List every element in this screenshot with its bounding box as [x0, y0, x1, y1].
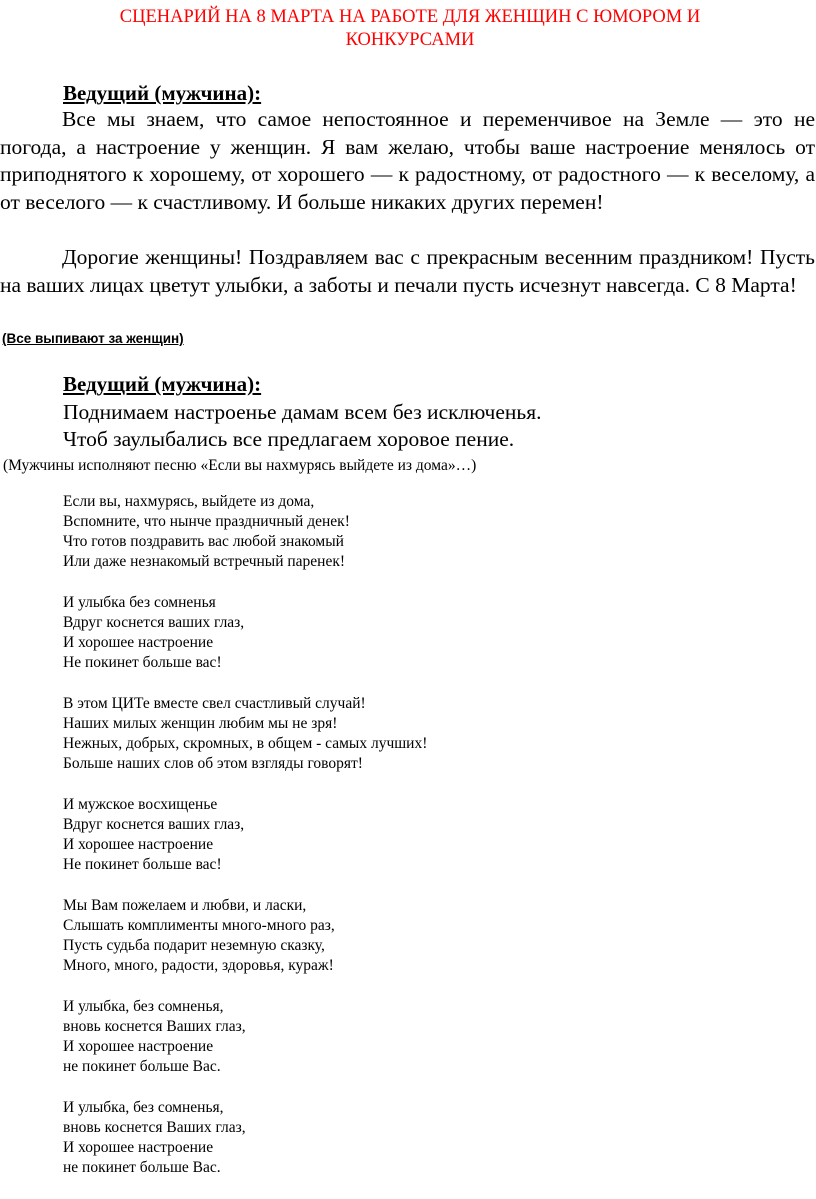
- song-line: Пусть судьба подарит неземную сказку,: [63, 937, 325, 954]
- song-line: не покинет больше Вас.: [63, 1058, 221, 1075]
- song-line: Много, много, радости, здоровья, кураж!: [63, 957, 334, 974]
- song-line: И улыбка без сомненья: [63, 594, 216, 611]
- song-line: Слышать комплименты много-много раз,: [63, 917, 335, 934]
- song-line: не покинет больше Вас.: [63, 1159, 221, 1176]
- song-line: Если вы, нахмурясь, выйдете из дома,: [63, 493, 315, 510]
- song-line: В этом ЦИТе вместе свел счастливый случай!: [63, 695, 366, 712]
- paragraph-congrats-text: Дорогие женщины! Поздравляем вас с прекрасным весенним праздником! Пусть на ваших лицах цветут улыбки, а заботы и печали пусть исчезнут навсегда. С 8 Марта!: [0, 245, 815, 297]
- paragraph-greeting: [0, 106, 816, 216]
- song-line: Нежных, добрых, скромных, в общем - самых лучших!: [63, 735, 428, 752]
- stage-direction: (Мужчины исполняют песню «Если вы нахмурясь выйдете из дома»…): [3, 457, 477, 474]
- song-line: И хорошее настроение: [63, 634, 214, 651]
- song-line: И улыбка, без сомненья,: [63, 998, 224, 1015]
- song-stanza: [63, 694, 427, 774]
- song-stanza: [63, 997, 427, 1077]
- song-line: И хорошее настроение: [63, 836, 214, 853]
- song-line: Мы Вам пожелаем и любви, и ласки,: [63, 897, 307, 914]
- song-line: Не покинет больше вас!: [63, 654, 222, 671]
- document-title: СЦЕНАРИЙ НА 8 МАРТА НА РАБОТЕ ДЛЯ ЖЕНЩИН С ЮМОРОМ И КОНКУРСАМИ: [119, 7, 701, 50]
- song-line: Наших милых женщин любим мы не зря!: [63, 715, 338, 732]
- verse-intro-line-2: Чтоб заулыбались все предлагаем хоровое пение.: [63, 427, 515, 451]
- song-line: Больше наших слов об этом взгляды говорят!: [63, 755, 363, 772]
- stage-note-toast: (Все выпивают за женщин): [2, 331, 184, 346]
- verse-intro-line-1: Поднимаем настроенье дамам всем без исключенья.: [63, 400, 542, 424]
- paragraph-congrats: [0, 244, 816, 299]
- song-stanza: [63, 1098, 427, 1178]
- song-line: Вспомните, что нынче праздничный денек!: [63, 513, 350, 530]
- song-line: вновь коснется Ваших глаз,: [63, 1018, 246, 1035]
- song-line: И улыбка, без сомненья,: [63, 1099, 224, 1116]
- song-stanza: [63, 896, 427, 976]
- song-line: Что готов поздравить вас любой знакомый: [63, 533, 344, 550]
- song-line: вновь коснется Ваших глаз,: [63, 1119, 246, 1136]
- song-lyrics: [63, 492, 427, 1199]
- song-stanza: [63, 593, 427, 673]
- paragraph-greeting-text: Все мы знаем, что самое непостоянное и переменчивое на Земле — это не погода, а настроение у женщин. Я вам желаю, чтобы ваше настроение менялось от приподнятого к хорошему, от хорошего — к радостному, от радостного — к веселому, а от веселого — к счастливому. И больше никаких других перемен!: [0, 107, 815, 214]
- song-line: Вдруг коснется ваших глаз,: [63, 614, 245, 631]
- song-line: Не покинет больше вас!: [63, 856, 222, 873]
- song-line: Вдруг коснется ваших глаз,: [63, 816, 245, 833]
- song-stanza: [63, 795, 427, 875]
- speaker-heading-2: Ведущий (мужчина):: [63, 372, 262, 396]
- song-line: И мужское восхищенье: [63, 796, 218, 813]
- song-line: Или даже незнакомый встречный паренек!: [63, 553, 346, 570]
- speaker-heading-1: Ведущий (мужчина):: [63, 81, 262, 105]
- song-line: И хорошее настроение: [63, 1139, 214, 1156]
- song-line: И хорошее настроение: [63, 1038, 214, 1055]
- song-stanza: [63, 492, 427, 572]
